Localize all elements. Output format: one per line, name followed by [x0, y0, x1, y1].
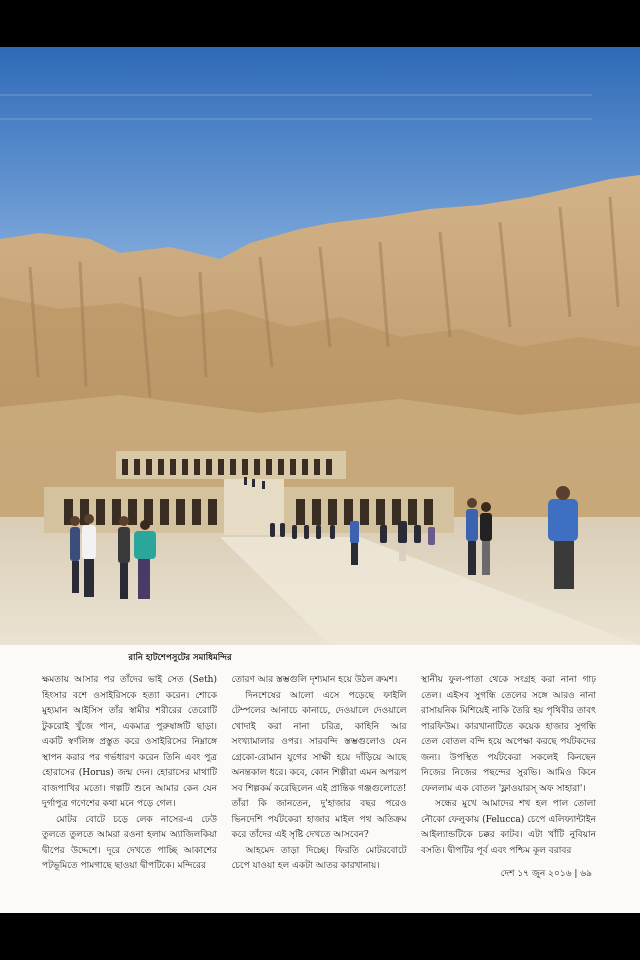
paragraph: মোটর বোটে চড়ে লেক নাসের-এ ঢেউ তুলতে তুলতে আমরা রওনা হলাম অ্যাজিলকিয়া দ্বীপের উদ্দেশে। দূরে দেখতে পাচ্ছি আকাশের পটভূমিতে পামগাছে ছাওয়া দ্বীপটিকে। মন্দিরের — [42, 814, 217, 871]
paragraph: স্থানীয় ফুল-পাতা থেকে সংগ্রহ করা নানা গাঢ় তেল। এইসব সুগন্ধি তেলের সঙ্গে আরও নানা রাসায়নিক মিশিয়েই নাকি তৈরি হয় পৃথিবীর তাবৎ পারফিউম। কারখানাটিতে কয়েক হাজার সুগন্ধি তেল বোতল বন্দি হয়ে অপেক্ষা করছে পর্যটকদের জন্য। উপস্থিত পর্যটকেরা সকলেই কিনছেন নিজের নিজের পছন্দের সুরভি। আমিও কিনে ফেললাম এক বোতল 'ফ্লাওয়ারস্ অফ সাহারা'। — [421, 675, 596, 794]
article-column-3 — [421, 673, 596, 873]
photo-caption: রানি হাটশেপসুটের সমাধিমন্দির — [128, 653, 232, 663]
article-column-2 — [232, 673, 407, 873]
article-column-1 — [42, 673, 217, 873]
paragraph: দিনশেষের আলো এসে পড়েছে ফাইলি টেম্পলের আনাচে কানাচে, দেওয়ালে দেওয়ালে খোদাই করা নানা চরিত্র, কাহিনি আর সংখ্যামালার ওপর। সারবন্দি স্তম্ভগুলোও যেন গ্রেকো-রোমান যুগের সাক্ষী হয়ে দাঁড়িয়ে আছে অনন্তকাল ধরে। কবে, কোন শিল্পীরা এমন অপরূপ সব শিল্পকর্ম করেছিলেন এই প্রান্তিক গঞ্জগুলোতে! তাঁরা কি জানতেন, দু'হাজার বছর পরেও ভিনদেশি পর্যটকেরা হাজার মাইল পথ অতিক্রম করে তাঁদের এই সৃষ্টি দেখতে আসবেন? — [231, 690, 407, 840]
temple-photo — [0, 47, 640, 645]
paragraph: তোরণ আর স্তম্ভগুলি দৃশ্যমান হয়ে উঠল ক্রমশ। — [231, 675, 398, 685]
magazine-page — [0, 47, 640, 913]
temple-illustration — [0, 47, 640, 645]
article-columns — [42, 673, 596, 873]
paragraph: ক্ষমতায় আসার পর তাঁদের ভাই সেত (Seth) হিংসার বশে ওসাইরিসকে হত্যা করেন। শোকে মুহ্যমান আইসিস তাঁর স্বামীর শরীরের তেরোটি টুকরোই খুঁজে পান, একমাত্র পুরুষাঙ্গটি ছাড়া। একটি স্বর্ণলিঙ্গ প্রস্তুত করে ওসাইরিসের নিম্নাঙ্গে স্থাপন করার পর গর্ভধারণ করেন তিনি এবং পুত্র হোরাসের (Horus) জন্ম দেন। হোরাসের মাথাটি বাজপাখির মতো। গল্পটি শুনে আমার কেন যেন দুর্গাপুত্র গণেশের কথা মনে পড়ে গেল। — [42, 675, 217, 809]
paragraph: আহমেদ তাড়া দিচ্ছে। ফিরতি মোটরবোটে চেপে যাওয়া হল একটা আতর কারখানায়। — [231, 845, 407, 871]
page-folio: দেশ ১৭ জুন ২০১৬ | ৬৯ — [500, 869, 592, 879]
paragraph: সন্ধের মুখে আমাদের শখ হল পাল তোলা নৌকো ফেলুকায় (Felucca) চেপে এলিফ্যান্টাইন আইল্যান্ডটিকে চক্কর কাটব। এটা খাঁটি নুবিয়ান বসতি। দ্বীপটির পূর্ব এবং পশ্চিম কূল বরাবর — [421, 799, 596, 856]
